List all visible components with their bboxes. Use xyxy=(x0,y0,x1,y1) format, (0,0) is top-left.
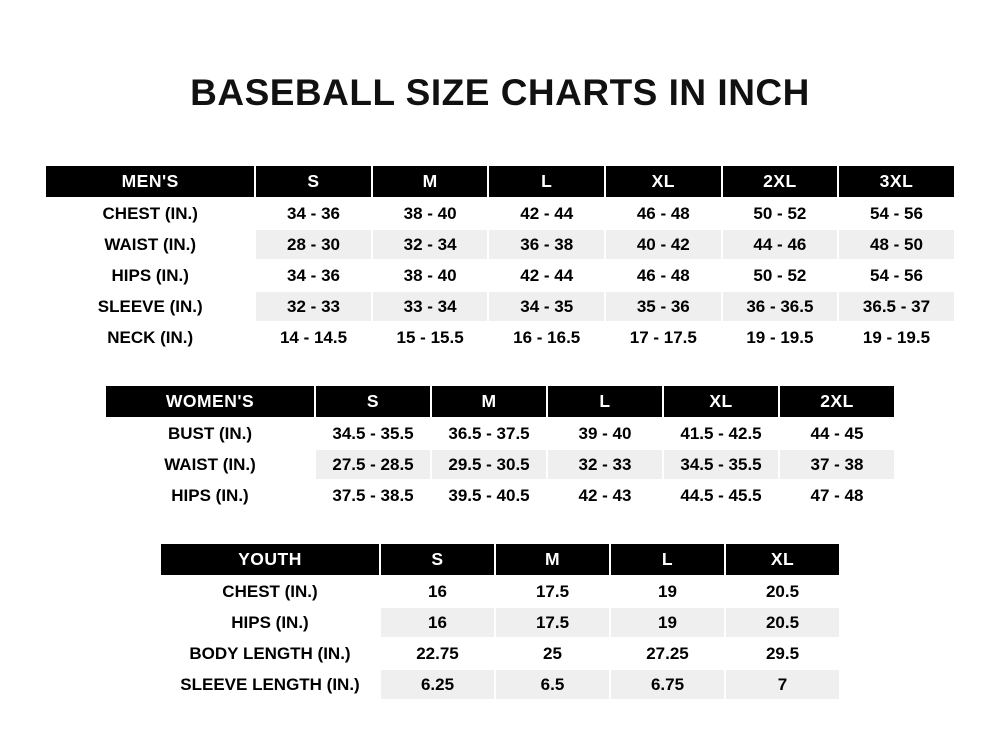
table-row xyxy=(45,260,955,291)
mens-table-block xyxy=(0,164,1000,354)
cell-value: 6.25 xyxy=(380,669,495,700)
cell-value: 17 - 17.5 xyxy=(605,322,722,353)
cell-value: 19 xyxy=(610,607,725,638)
tables-container xyxy=(0,114,1000,701)
mens-table-header xyxy=(45,165,955,198)
cell-value: 19 - 19.5 xyxy=(838,322,955,353)
cell-value: 38 - 40 xyxy=(372,260,489,291)
cell-value: 42 - 44 xyxy=(488,198,605,229)
cell-value: 6.75 xyxy=(610,669,725,700)
cell-value: 46 - 48 xyxy=(605,260,722,291)
table-header-row xyxy=(45,165,955,198)
row-label: BODY LENGTH (IN.) xyxy=(160,638,380,669)
womens-header-2xl: 2XL xyxy=(779,385,895,418)
table-row xyxy=(105,449,895,480)
cell-value: 37 - 38 xyxy=(779,449,895,480)
cell-value: 19 - 19.5 xyxy=(722,322,839,353)
youth-header-xl: XL xyxy=(725,543,840,576)
cell-value: 39.5 - 40.5 xyxy=(431,480,547,511)
cell-value: 36.5 - 37.5 xyxy=(431,418,547,449)
youth-size-table xyxy=(159,542,841,701)
cell-value: 15 - 15.5 xyxy=(372,322,489,353)
cell-value: 22.75 xyxy=(380,638,495,669)
cell-value: 42 - 43 xyxy=(547,480,663,511)
youth-table-header xyxy=(160,543,840,576)
cell-value: 36 - 38 xyxy=(488,229,605,260)
row-label: SLEEVE (IN.) xyxy=(45,291,255,322)
youth-header-s: S xyxy=(380,543,495,576)
cell-value: 27.5 - 28.5 xyxy=(315,449,431,480)
row-label: CHEST (IN.) xyxy=(160,576,380,607)
cell-value: 27.25 xyxy=(610,638,725,669)
cell-value: 34 - 36 xyxy=(255,198,372,229)
row-label: NECK (IN.) xyxy=(45,322,255,353)
cell-value: 35 - 36 xyxy=(605,291,722,322)
womens-header-category: WOMEN'S xyxy=(105,385,315,418)
cell-value: 16 xyxy=(380,576,495,607)
womens-header-s: S xyxy=(315,385,431,418)
row-label: HIPS (IN.) xyxy=(105,480,315,511)
table-row xyxy=(45,198,955,229)
cell-value: 38 - 40 xyxy=(372,198,489,229)
womens-header-m: M xyxy=(431,385,547,418)
cell-value: 32 - 34 xyxy=(372,229,489,260)
cell-value: 28 - 30 xyxy=(255,229,372,260)
cell-value: 16 - 16.5 xyxy=(488,322,605,353)
spacer xyxy=(0,512,1000,542)
youth-table-body xyxy=(160,576,840,700)
cell-value: 44 - 46 xyxy=(722,229,839,260)
cell-value: 34.5 - 35.5 xyxy=(315,418,431,449)
womens-header-xl: XL xyxy=(663,385,779,418)
cell-value: 33 - 34 xyxy=(372,291,489,322)
cell-value: 19 xyxy=(610,576,725,607)
page-title: BASEBALL SIZE CHARTS IN INCH xyxy=(190,72,810,113)
table-row xyxy=(45,322,955,353)
mens-size-table xyxy=(44,164,956,354)
cell-value: 54 - 56 xyxy=(838,260,955,291)
cell-value: 34.5 - 35.5 xyxy=(663,449,779,480)
table-row xyxy=(160,638,840,669)
cell-value: 44 - 45 xyxy=(779,418,895,449)
cell-value: 46 - 48 xyxy=(605,198,722,229)
row-label: WAIST (IN.) xyxy=(45,229,255,260)
cell-value: 54 - 56 xyxy=(838,198,955,229)
table-row xyxy=(45,229,955,260)
row-label: CHEST (IN.) xyxy=(45,198,255,229)
row-label: HIPS (IN.) xyxy=(160,607,380,638)
row-label: SLEEVE LENGTH (IN.) xyxy=(160,669,380,700)
cell-value: 32 - 33 xyxy=(547,449,663,480)
cell-value: 39 - 40 xyxy=(547,418,663,449)
cell-value: 6.5 xyxy=(495,669,610,700)
womens-table-body xyxy=(105,418,895,511)
womens-table-header xyxy=(105,385,895,418)
mens-header-xl: XL xyxy=(605,165,722,198)
table-header-row xyxy=(160,543,840,576)
cell-value: 16 xyxy=(380,607,495,638)
cell-value: 48 - 50 xyxy=(838,229,955,260)
cell-value: 14 - 14.5 xyxy=(255,322,372,353)
cell-value: 7 xyxy=(725,669,840,700)
table-row xyxy=(160,607,840,638)
mens-table-body xyxy=(45,198,955,353)
cell-value: 29.5 xyxy=(725,638,840,669)
cell-value: 20.5 xyxy=(725,576,840,607)
womens-table-block xyxy=(0,384,1000,512)
youth-header-l: L xyxy=(610,543,725,576)
cell-value: 17.5 xyxy=(495,607,610,638)
cell-value: 20.5 xyxy=(725,607,840,638)
row-label: WAIST (IN.) xyxy=(105,449,315,480)
cell-value: 34 - 36 xyxy=(255,260,372,291)
cell-value: 36.5 - 37 xyxy=(838,291,955,322)
row-label: BUST (IN.) xyxy=(105,418,315,449)
table-row xyxy=(160,669,840,700)
cell-value: 29.5 - 30.5 xyxy=(431,449,547,480)
cell-value: 25 xyxy=(495,638,610,669)
youth-header-category: YOUTH xyxy=(160,543,380,576)
mens-header-m: M xyxy=(372,165,489,198)
youth-header-m: M xyxy=(495,543,610,576)
womens-header-l: L xyxy=(547,385,663,418)
table-row xyxy=(160,576,840,607)
youth-table-block xyxy=(0,542,1000,701)
cell-value: 36 - 36.5 xyxy=(722,291,839,322)
cell-value: 50 - 52 xyxy=(722,260,839,291)
womens-size-table xyxy=(104,384,896,512)
cell-value: 41.5 - 42.5 xyxy=(663,418,779,449)
cell-value: 44.5 - 45.5 xyxy=(663,480,779,511)
spacer xyxy=(0,354,1000,384)
cell-value: 47 - 48 xyxy=(779,480,895,511)
cell-value: 37.5 - 38.5 xyxy=(315,480,431,511)
table-row xyxy=(105,418,895,449)
cell-value: 17.5 xyxy=(495,576,610,607)
mens-header-3xl: 3XL xyxy=(838,165,955,198)
mens-header-2xl: 2XL xyxy=(722,165,839,198)
row-label: HIPS (IN.) xyxy=(45,260,255,291)
cell-value: 50 - 52 xyxy=(722,198,839,229)
table-row xyxy=(45,291,955,322)
cell-value: 34 - 35 xyxy=(488,291,605,322)
table-row xyxy=(105,480,895,511)
mens-header-s: S xyxy=(255,165,372,198)
cell-value: 42 - 44 xyxy=(488,260,605,291)
cell-value: 32 - 33 xyxy=(255,291,372,322)
mens-header-l: L xyxy=(488,165,605,198)
cell-value: 40 - 42 xyxy=(605,229,722,260)
mens-header-category: MEN'S xyxy=(45,165,255,198)
table-header-row xyxy=(105,385,895,418)
